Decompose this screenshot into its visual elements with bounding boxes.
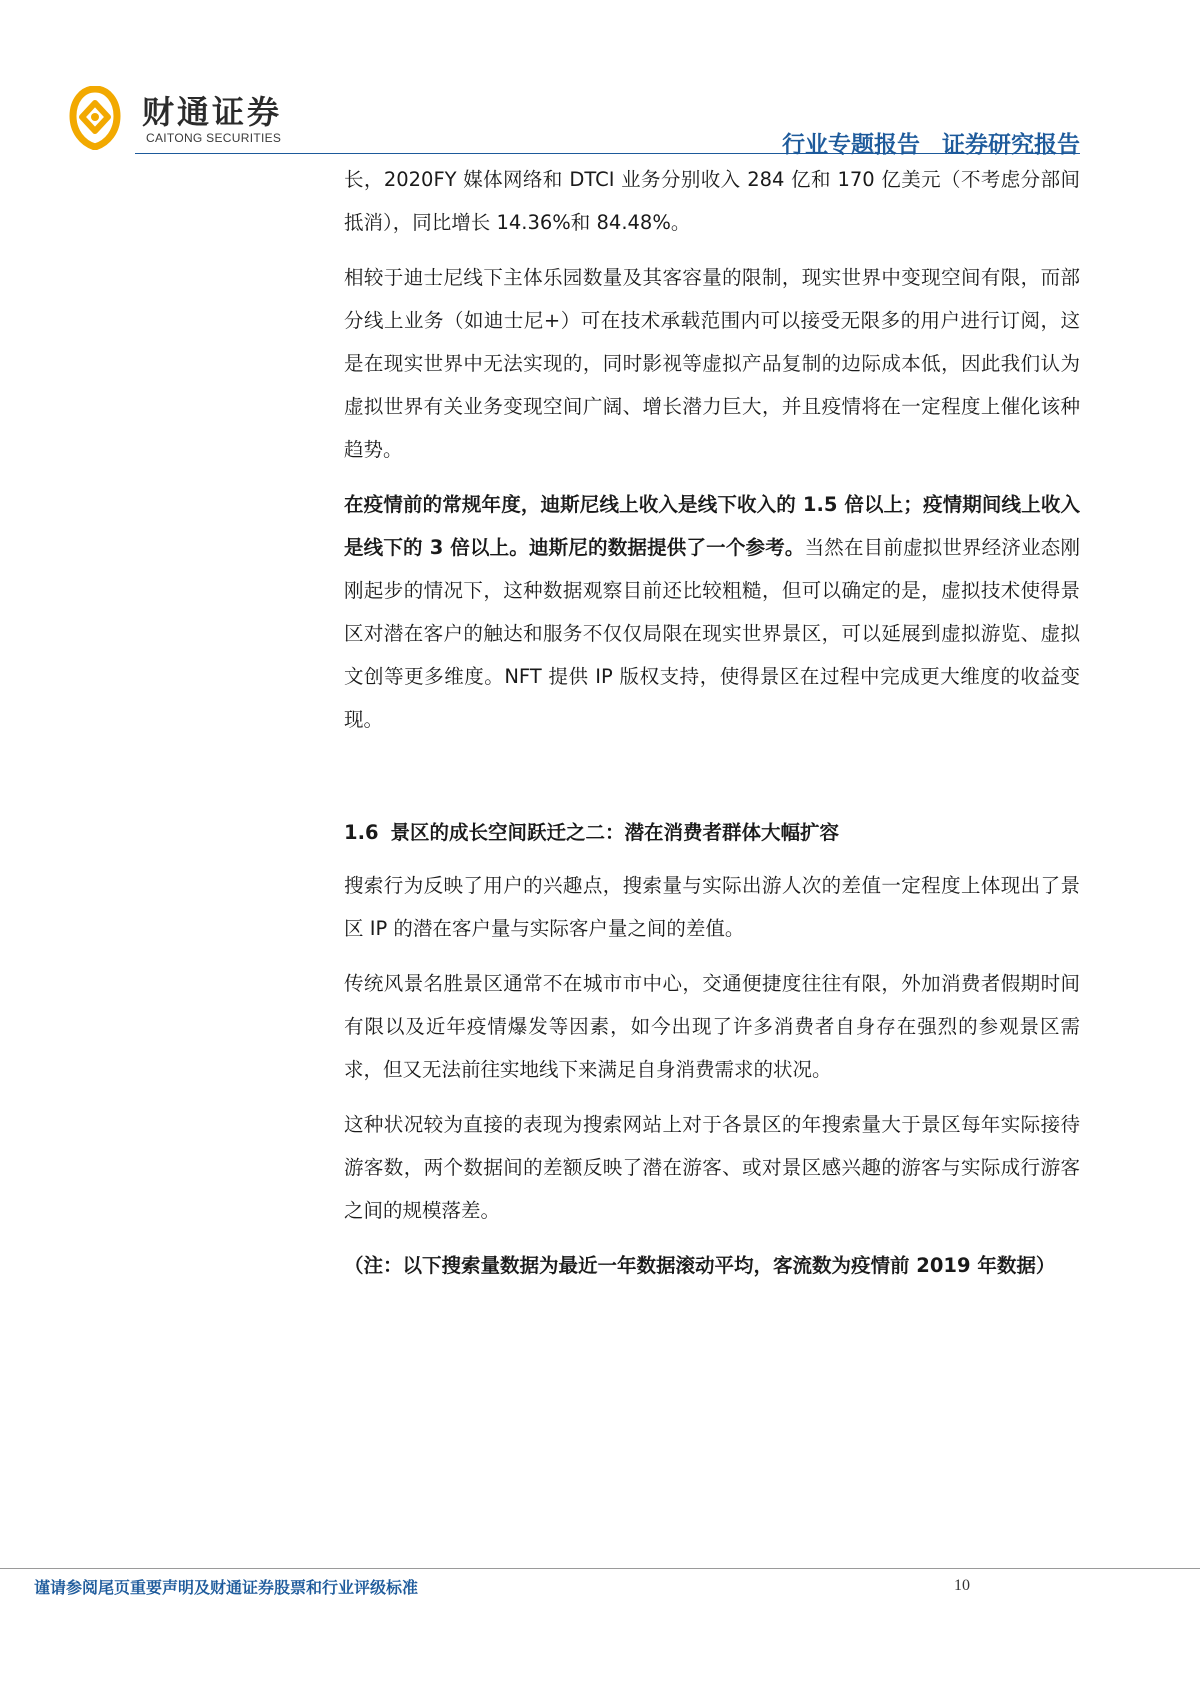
footer-divider (0, 1568, 1200, 1569)
header-divider (135, 153, 1080, 154)
section-number: 1.6 (344, 821, 379, 844)
logo-english-name: CAITONG SECURITIES (146, 131, 282, 145)
data-note: （注：以下搜索量数据为最近一年数据滚动平均，客流数为疫情前 2019 年数据） (344, 1254, 1056, 1277)
report-category-label: 证券研究报告 (942, 132, 1080, 158)
section-title: 景区的成长空间跃迁之二：潜在消费者群体大幅扩容 (390, 821, 840, 844)
paragraph-online-offline (344, 483, 1080, 741)
footer-disclaimer: 谨请参阅尾页重要声明及财通证券股票和行业评级标准 (34, 1578, 419, 1597)
page-number: 10 (954, 1577, 970, 1594)
paragraph-revenue-growth: 长，2020FY 媒体网络和 DTCI 业务分别收入 284 亿和 170 亿美元（不考虑分部间抵消），同比增长 14.36%和 84.48%。 (344, 168, 1080, 234)
paragraph-bold-lead: 在疫情前的常规年度，迪斯尼线上收入是线下收入的 1.5 倍以上；疫情期间线上收入是线下的 3 倍以上。迪斯尼的数据提供了一个参考。 (344, 493, 1080, 559)
section-heading (344, 811, 1080, 854)
caitong-logo-icon (68, 86, 122, 150)
report-type-header (782, 126, 1080, 159)
paragraph-continuation: 当然在目前虚拟世界经济业态刚刚起步的情况下，这种数据观察目前还比较粗糙，但可以确定的是，虚拟技术使得景区对潜在客户的触达和服务不仅仅局限在现实世界景区，可以延展到虚拟游览、虚拟文创等更多维度。NFT 提供 IP 版权支持，使得景区在过程中完成更大维度的收益变现。 (344, 536, 1080, 731)
paragraph-search-behavior: 搜索行为反映了用户的兴趣点，搜索量与实际出游人次的差值一定程度上体现出了景区 IP 的潜在客户量与实际客户量之间的差值。 (344, 874, 1080, 940)
paragraph-search-volume: 这种状况较为直接的表现为搜索网站上对于各景区的年搜索量大于景区每年实际接待游客数，两个数据间的差额反映了潜在游客、或对景区感兴趣的游客与实际成行游客之间的规模落差。 (344, 1113, 1080, 1222)
logo-chinese-name: 财通证券 (142, 93, 283, 131)
report-type-label: 行业专题报告 (782, 132, 920, 158)
paragraph-virtual-world: 相较于迪士尼线下主体乐园数量及其客容量的限制，现实世界中变现空间有限，而部分线上业务（如迪士尼+）可在技术承载范围内可以接受无限多的用户进行订阅，这是在现实世界中无法实现的，同时影视等虚拟产品复制的边际成本低，因此我们认为虚拟世界有关业务变现空间广阔、增长潜力巨大，并且疫情将在一定程度上催化该种趋势。 (344, 266, 1080, 461)
paragraph-scenic-areas: 传统风景名胜景区通常不在城市市中心，交通便捷度往往有限，外加消费者假期时间有限以及近年疫情爆发等因素，如今出现了许多消费者自身存在强烈的参观景区需求，但又无法前往实地线下来满足自身消费需求的状况。 (344, 972, 1080, 1081)
report-body (344, 158, 1080, 1287)
